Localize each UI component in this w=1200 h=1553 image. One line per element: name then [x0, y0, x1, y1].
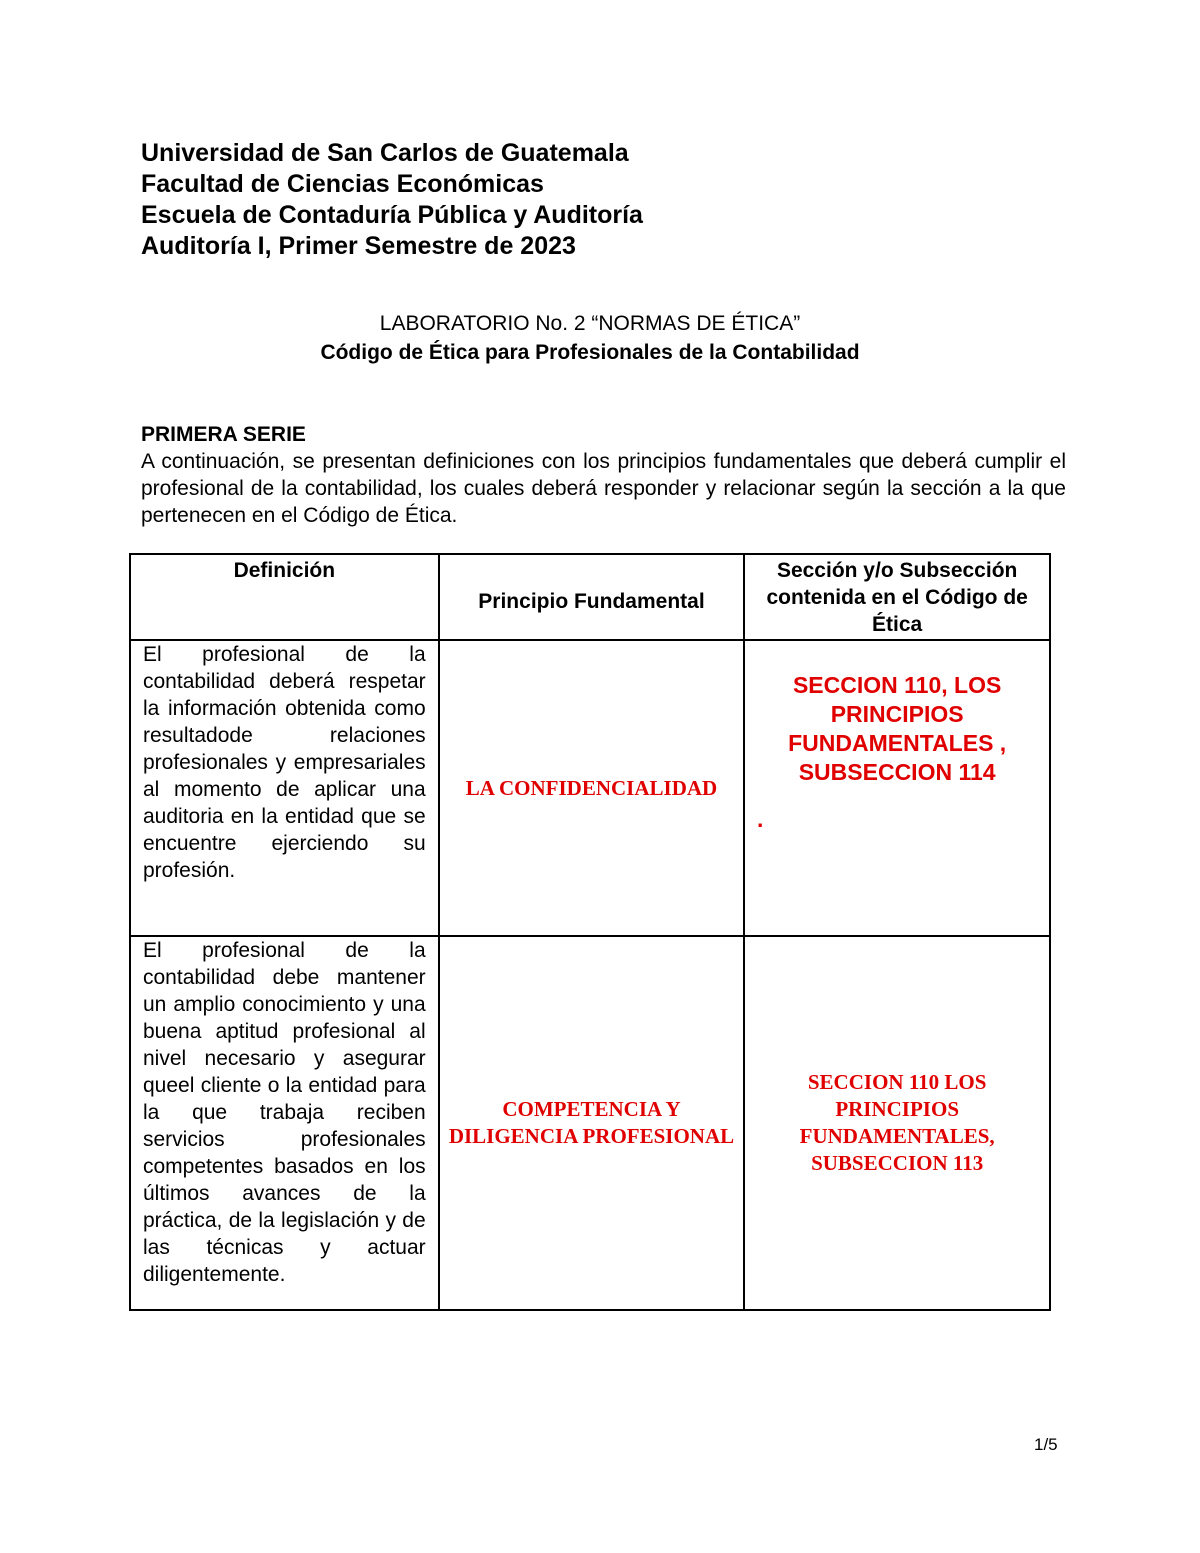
stray-mark: .: [757, 806, 764, 832]
course-name: Auditoría I, Primer Semestre de 2023: [141, 232, 576, 260]
institution-header: [141, 138, 643, 262]
header-principle: Principio Fundamental: [439, 554, 745, 640]
page-number: 1/5: [1034, 1435, 1058, 1454]
lab-title: LABORATORIO No. 2 “NORMAS DE ÉTICA”: [379, 312, 801, 335]
table-row: [130, 936, 1050, 1310]
definition-cell: El profesional de la contabilidad debe mantener un amplio conocimiento y una buena aptitud profesional al nivel necesario y asegurar queel cliente o la entidad para la que trabaja reciben servicios profesionales competentes basados en los últimos avances de la práctica, de la legislación y de las técnicas y actuar diligentemente.: [130, 936, 439, 1310]
faculty-name: Facultad de Ciencias Económicas: [141, 170, 544, 198]
section-title: PRIMERA SERIE: [141, 423, 306, 446]
table-header-row: [130, 554, 1050, 640]
school-name: Escuela de Contaduría Pública y Auditoría: [141, 201, 643, 229]
lab-subtitle: Código de Ética para Profesionales de la Contabilidad: [320, 341, 860, 364]
section-instructions: A continuación, se presentan definiciones con los principios fundamentales que deberá cumplir el profesional de la contabilidad, los cuales deberá responder y relacionar según la sección a la que pertenecen en el Código de Ética.: [141, 450, 1066, 527]
ethics-table: [129, 553, 1051, 1311]
definition-cell: El profesional de la contabilidad deberá respetar la información obtenida como resultadode relaciones profesionales y empresariales al momento de aplicar una auditoria en la entidad que se encuentre ejerciendo su profesión.: [130, 640, 439, 936]
header-section: Sección y/o Subsección contenida en el Código de Ética: [744, 554, 1050, 640]
section-answer: SECCION 110 LOS PRINCIPIOS FUNDAMENTALES, SUBSECCION 113: [744, 936, 1050, 1310]
university-name: Universidad de San Carlos de Guatemala: [141, 139, 629, 167]
section-answer: SECCION 110, LOS PRINCIPIOS FUNDAMENTALES , SUBSECCION 114: [744, 640, 1050, 936]
principle-answer: LA CONFIDENCIALIDAD: [439, 640, 745, 936]
table-row: [130, 640, 1050, 936]
header-definition: Definición: [130, 554, 439, 640]
principle-answer: COMPETENCIA Y DILIGENCIA PROFESIONAL: [439, 936, 745, 1310]
